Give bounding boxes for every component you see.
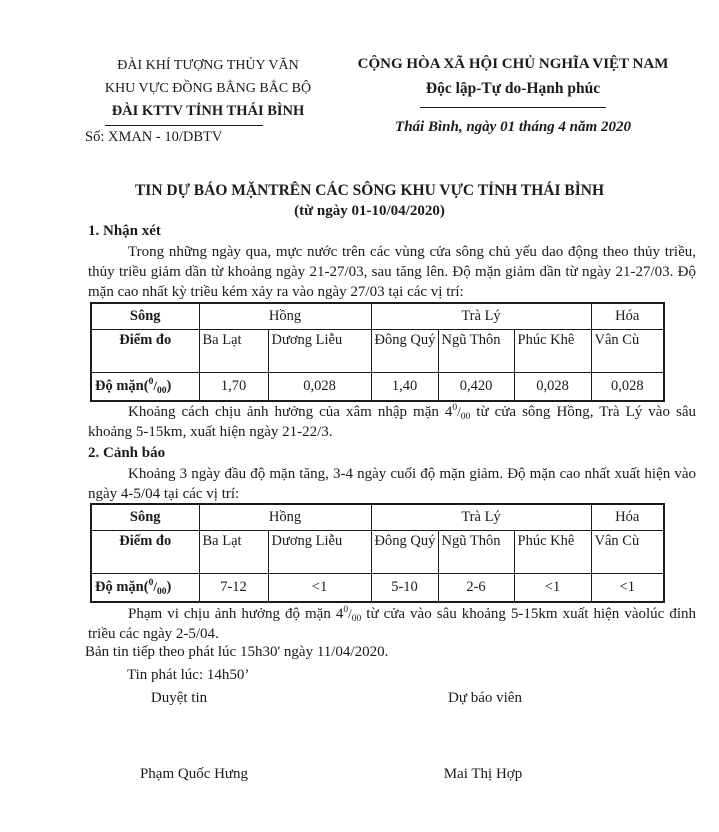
permille-slash: / — [457, 404, 461, 419]
station-phuc-khe: Phúc Khê — [514, 531, 591, 574]
station-van-cu: Vân Cù — [591, 330, 664, 373]
station-duong-lieu: Dương Liễu — [268, 330, 371, 373]
agency-line-2: KHU VỰC ĐỒNG BẰNG BẮC BỘ — [104, 81, 312, 96]
permille-sub: 00 — [156, 587, 167, 597]
forecast-value: <1 — [514, 574, 591, 603]
bulletin-title: TIN DỰ BÁO MẶNTRÊN CÁC SÔNG KHU VỰC TỈNH THÁI BÌNH — [134, 182, 605, 199]
station-van-cu: Vân Cù — [591, 531, 664, 574]
permille-sup: 0 — [343, 605, 349, 615]
river-tra-ly: Trà Lý — [371, 303, 591, 330]
section-1-heading: 1. Nhận xét — [88, 223, 161, 239]
table-row — [91, 330, 664, 373]
agency-underline — [105, 125, 263, 126]
note-text: từ cửa sông Hồng, Trà Lý vào sâu khoảng 5-15km, xuất hiện ngày 21-22/3. — [88, 404, 696, 440]
observed-value: 0,420 — [438, 373, 514, 402]
observed-value: 1,70 — [199, 373, 268, 402]
permille-sub: 00 — [156, 386, 167, 396]
station-ba-lat: Ba Lạt — [199, 330, 268, 373]
intrusion-note-paragraph — [88, 402, 696, 442]
forecast-value: 7-12 — [199, 574, 268, 603]
permille-open: ( — [143, 579, 149, 595]
issuing-agency-block — [85, 54, 331, 147]
permille-sub: 00 — [460, 412, 471, 422]
river-hoa: Hóa — [591, 504, 664, 531]
issue-time-line: Tin phát lúc: 14h50’ — [127, 667, 250, 683]
note-text: Phạm vi chịu ảnh hưởng độ mặn 4 — [128, 606, 344, 622]
permille-sup: 0 — [452, 403, 458, 413]
table-row — [91, 504, 664, 531]
table-row — [91, 531, 664, 574]
permille-sup: 0 — [148, 578, 154, 589]
range-note-paragraph — [88, 604, 696, 644]
agency-line-1: ĐÀI KHÍ TƯỢNG THỦY VĂN — [117, 58, 299, 73]
agency-line-3: ĐÀI KTTV TỈNH THÁI BÌNH — [111, 103, 305, 119]
observed-value: 1,40 — [371, 373, 438, 402]
station-ba-lat: Ba Lạt — [199, 531, 268, 574]
table-row — [91, 373, 664, 402]
next-bulletin-line: Bản tin tiếp theo phát lúc 15h30' ngày 11/04/2020. — [85, 644, 389, 660]
station-phuc-khe: Phúc Khê — [514, 330, 591, 373]
forecaster-name: Mai Thị Hợp — [443, 766, 523, 782]
station-ngu-thon: Ngũ Thôn — [438, 531, 514, 574]
station-duong-lieu: Dương Liễu — [268, 531, 371, 574]
table-row — [91, 574, 664, 603]
station-dong-quy: Đông Quý — [371, 531, 438, 574]
national-header-block — [350, 54, 676, 136]
bulletin-title-block — [20, 180, 719, 222]
station-row-label: Điểm đo — [91, 531, 199, 574]
observed-value: 0,028 — [591, 373, 664, 402]
section-2-heading: 2. Cảnh báo — [88, 445, 166, 461]
permille-sub: 00 — [351, 614, 362, 624]
observed-value: 0,028 — [268, 373, 371, 402]
permille-sup: 0 — [148, 377, 154, 388]
permille-close: ) — [166, 579, 172, 595]
forecast-value: 2-6 — [438, 574, 514, 603]
note-text: Khoảng cách chịu ảnh hưởng của xâm nhập mặn 4 — [128, 404, 453, 420]
forecast-value: <1 — [268, 574, 371, 603]
approver-name: Phạm Quốc Hưng — [139, 766, 249, 782]
section-1-paragraph: Trong những ngày qua, mực nước trên các vùng cửa sông chủ yếu dao động theo thủy triều, thủy triều giảm dần từ khoảng ngày 21-27/03, sau tăng lên. Độ mặn giảm dần từ ngày 21-27/03. Độ mặn cao nhất kỳ triều kém xảy ra vào ngày 27/03 tại các vị trí: — [88, 244, 696, 300]
permille-slash: / — [153, 579, 157, 594]
section-2-paragraph: Khoảng 3 ngày đầu độ mặn tăng, 3-4 ngày cuối độ mặn giảm. Độ mặn cao nhất xuất hiện vào ngày 4-5/04 tại các vị trí: — [88, 466, 696, 502]
salinity-label-text: Độ mặn — [95, 579, 144, 595]
table-row — [91, 303, 664, 330]
observed-value: 0,028 — [514, 373, 591, 402]
approver-title: Duyệt tin — [150, 690, 208, 706]
forecast-value: 5-10 — [371, 574, 438, 603]
river-tra-ly: Trà Lý — [371, 504, 591, 531]
river-hoa: Hóa — [591, 303, 664, 330]
permille-slash: / — [153, 378, 157, 393]
forecast-salinity-table — [90, 503, 665, 603]
permille-open: ( — [143, 378, 149, 394]
national-title: CỘNG HÒA XÃ HỘI CHỦ NGHĨA VIỆT NAM — [357, 56, 669, 72]
station-dong-quy: Đông Quý — [371, 330, 438, 373]
dateline: Thái Bình, ngày 01 tháng 4 năm 2020 — [395, 119, 631, 135]
station-row-label: Điểm đo — [91, 330, 199, 373]
river-row-label: Sông — [91, 303, 199, 330]
national-motto: Độc lập-Tự do-Hạnh phúc — [425, 80, 601, 97]
station-ngu-thon: Ngũ Thôn — [438, 330, 514, 373]
motto-underline — [420, 107, 606, 108]
observed-salinity-table — [90, 302, 665, 402]
forecast-value: <1 — [591, 574, 664, 603]
river-hong: Hồng — [199, 504, 371, 531]
permille-slash: / — [348, 606, 352, 621]
document-number: Số: XMAN - 10/DBTV — [85, 129, 223, 145]
note-text: từ cửa vào sâu khoảng 5-15km xuất hiện vàolúc đỉnh triều các ngày 2-5/04. — [88, 606, 696, 642]
salinity-row-label — [91, 373, 199, 402]
river-row-label: Sông — [91, 504, 199, 531]
salinity-row-label — [91, 574, 199, 603]
forecaster-title: Dự báo viên — [448, 690, 522, 706]
salinity-label-text: Độ mặn — [95, 378, 144, 394]
bulletin-period: (từ ngày 01-10/04/2020) — [294, 203, 445, 219]
river-hong: Hồng — [199, 303, 371, 330]
permille-close: ) — [166, 378, 172, 394]
